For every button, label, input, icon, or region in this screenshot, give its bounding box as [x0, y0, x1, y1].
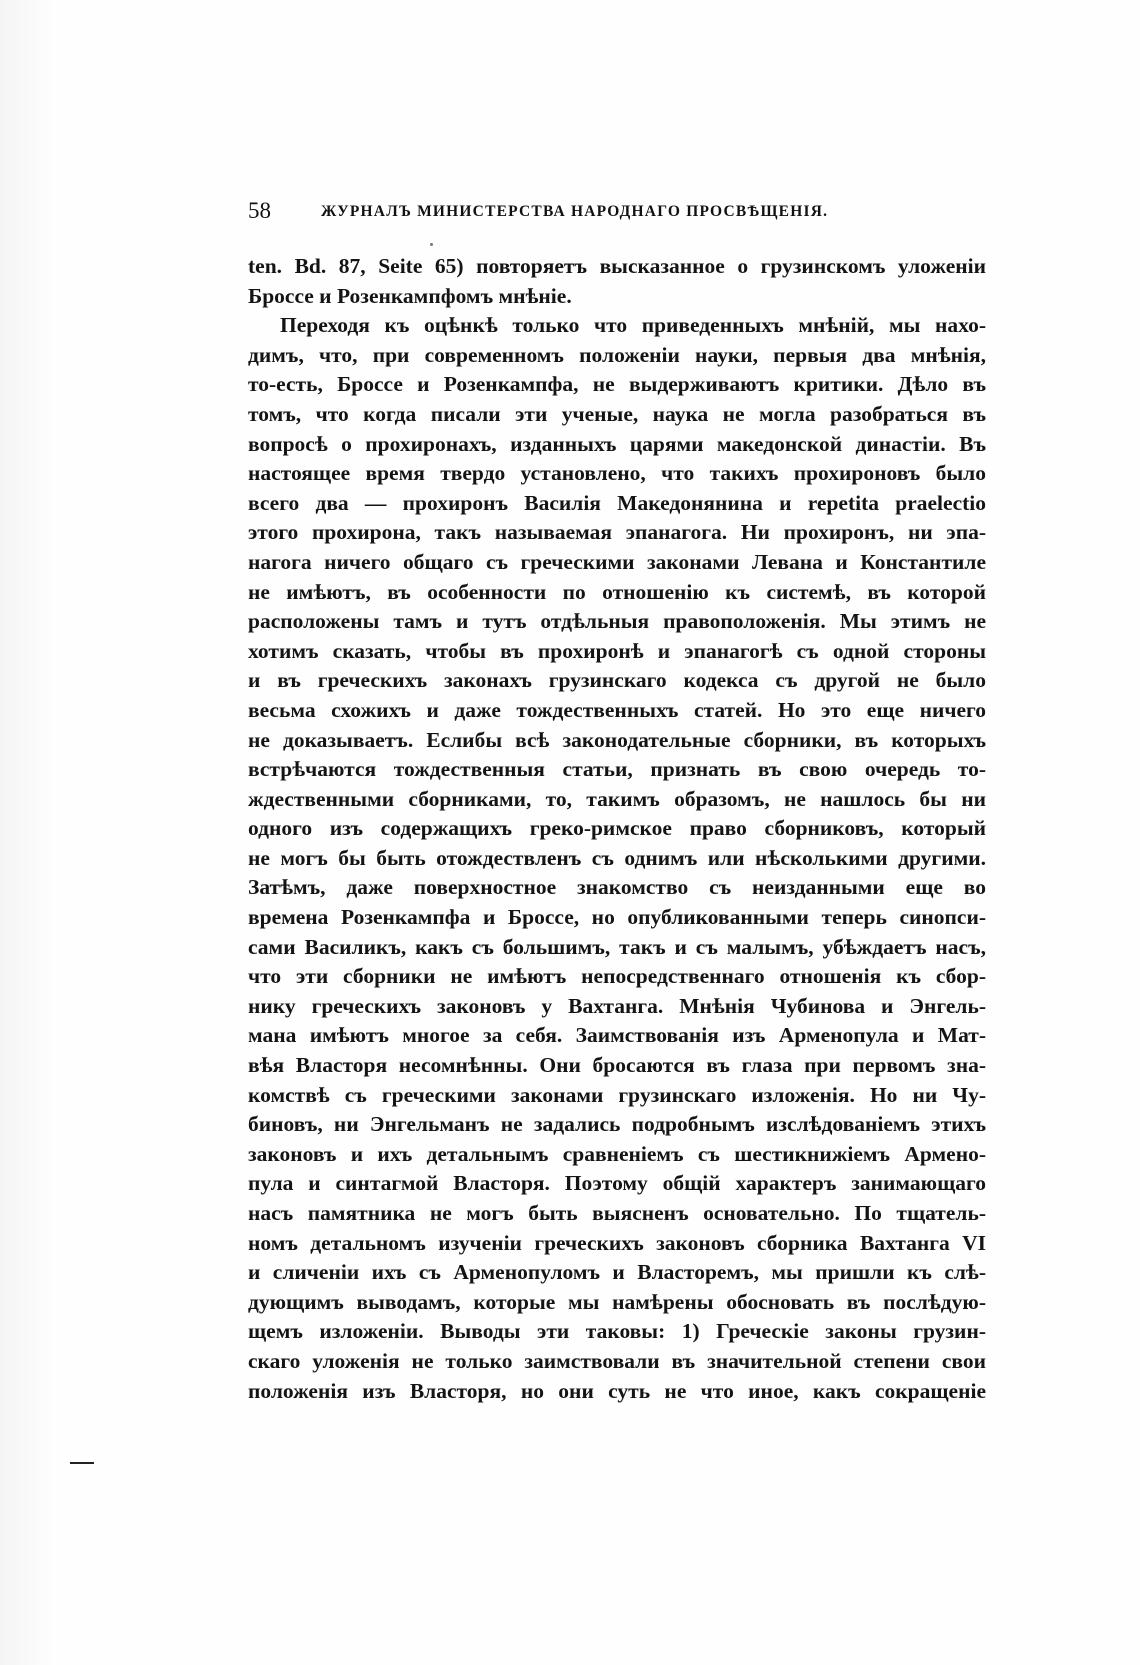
text-line: то-есть, Броссе и Розенкампфа, не выдерживаютъ критики. Дѣло въ	[248, 372, 986, 397]
text-line: Броссе и Розенкампфомъ мнѣніе.	[248, 283, 572, 308]
page-header	[248, 197, 900, 231]
text-line: настоящее время твердо установлено, что такихъ прохироновъ было	[248, 461, 986, 486]
text-line: скаго уложенія не только заимствовали въ значительной степени свои	[248, 1348, 986, 1373]
page-number: 58	[248, 198, 271, 223]
text-line: положенія изъ Власторя, но они суть не что иное, какъ сокращеніе	[248, 1378, 986, 1403]
text-line: щемъ изложеніи. Выводы эти таковы: 1) Греческіе законы грузин-	[248, 1319, 986, 1344]
text-line: одного изъ содержащихъ греко-римское право сборниковъ, который	[248, 816, 986, 841]
text-line: и сличеніи ихъ съ Арменопуломъ и Власторемъ, мы пришли къ слѣ-	[248, 1260, 986, 1285]
margin-rule	[70, 1462, 94, 1464]
text-line: и въ греческихъ законахъ грузинскаго кодекса съ другой не было	[248, 668, 986, 693]
body-text	[248, 252, 986, 1406]
text-line: димъ, что, при современномъ положеніи науки, первыя два мнѣнія,	[248, 342, 986, 367]
text-line: этого прохирона, такъ называемая эпанагога. Ни прохиронъ, ни эпа-	[248, 520, 986, 545]
text-line: Переходя къ оцѣнкѣ только что приведенныхъ мнѣній, мы нахо-	[280, 313, 986, 338]
text-line: ждественными сборниками, то, такимъ образомъ, не нашлось бы ни	[248, 786, 986, 811]
text-line: расположены тамъ и тутъ отдѣльныя правоположенія. Мы этимъ не	[248, 609, 986, 634]
text-line: нагога ничего общаго съ греческими законами Левана и Константиле	[248, 549, 986, 574]
text-line: мана имѣютъ многое за себя. Заимствованія изъ Арменопула и Мат-	[248, 1023, 986, 1048]
running-head: ЖУРНАЛЪ МИНИСТЕРСТВА НАРОДНАГО ПРОСВѢЩЕНІЯ.	[321, 203, 829, 220]
text-line: не могъ бы быть отождествленъ съ однимъ или нѣсколькими другими.	[248, 845, 986, 870]
text-line: времена Розенкампфа и Броссе, но опубликованными теперь синопси-	[248, 905, 986, 930]
text-line: сами Василикъ, какъ съ большимъ, такъ и съ малымъ, убѣждаетъ насъ,	[248, 934, 986, 959]
text-line: не доказываетъ. Еслибы всѣ законодательные сборники, въ которыхъ	[248, 727, 986, 752]
text-line: ten. Bd. 87, Seite 65) повторяетъ высказанное о грузинскомъ уложеніи	[248, 254, 986, 278]
text-line: биновъ, ни Энгельманъ не задались подробнымъ изслѣдованіемъ этихъ	[248, 1112, 986, 1137]
text-line: насъ памятника не могъ быть выясненъ основательно. По тщатель-	[248, 1201, 986, 1225]
binding-shadow	[0, 0, 55, 1665]
text-line: всего два — прохиронъ Василія Македонянина и repetita praelectio	[248, 490, 986, 515]
text-line: хотимъ сказать, чтобы въ прохиронѣ и эпанагогѣ съ одной стороны	[248, 638, 986, 663]
text-line: пула и синтагмой Власторя. Поэтому общій характеръ занимающаго	[248, 1171, 986, 1196]
text-line: Затѣмъ, даже поверхностное знакомство съ неизданными еще во	[248, 875, 986, 900]
text-line: номъ детальномъ изученіи греческихъ законовъ сборника Вахтанга VI	[248, 1230, 986, 1255]
text-line: томъ, что когда писали эти ученые, наука не могла разобраться въ	[248, 401, 986, 426]
text-line: дующимъ выводамъ, которые мы намѣрены обосновать въ послѣдую-	[248, 1289, 986, 1314]
text-line: законовъ и ихъ детальнымъ сравненіемъ съ шестикнижіемъ Армено-	[248, 1141, 986, 1166]
text-line: комствѣ съ греческими законами грузинскаго изложенія. Но ни Чу-	[248, 1082, 986, 1107]
print-speck	[430, 243, 433, 246]
text-line: вѣя Власторя несомнѣнны. Они бросаются въ глаза при первомъ зна-	[248, 1053, 986, 1078]
text-line: вопросѣ о прохиронахъ, изданныхъ царями македонской династіи. Въ	[248, 431, 986, 456]
text-line: нику греческихъ законовъ у Вахтанга. Мнѣнія Чубинова и Энгель-	[248, 993, 986, 1018]
text-line: весьма схожихъ и даже тождественныхъ статей. Но это еще ничего	[248, 697, 986, 722]
text-line: что эти сборники не имѣютъ непосредственнаго отношенія къ сбор-	[248, 964, 986, 989]
text-line: не имѣютъ, въ особенности по отношенію къ системѣ, въ которой	[248, 579, 986, 604]
text-line: встрѣчаются тождественныя статьи, признать въ свою очередь то-	[248, 757, 986, 782]
